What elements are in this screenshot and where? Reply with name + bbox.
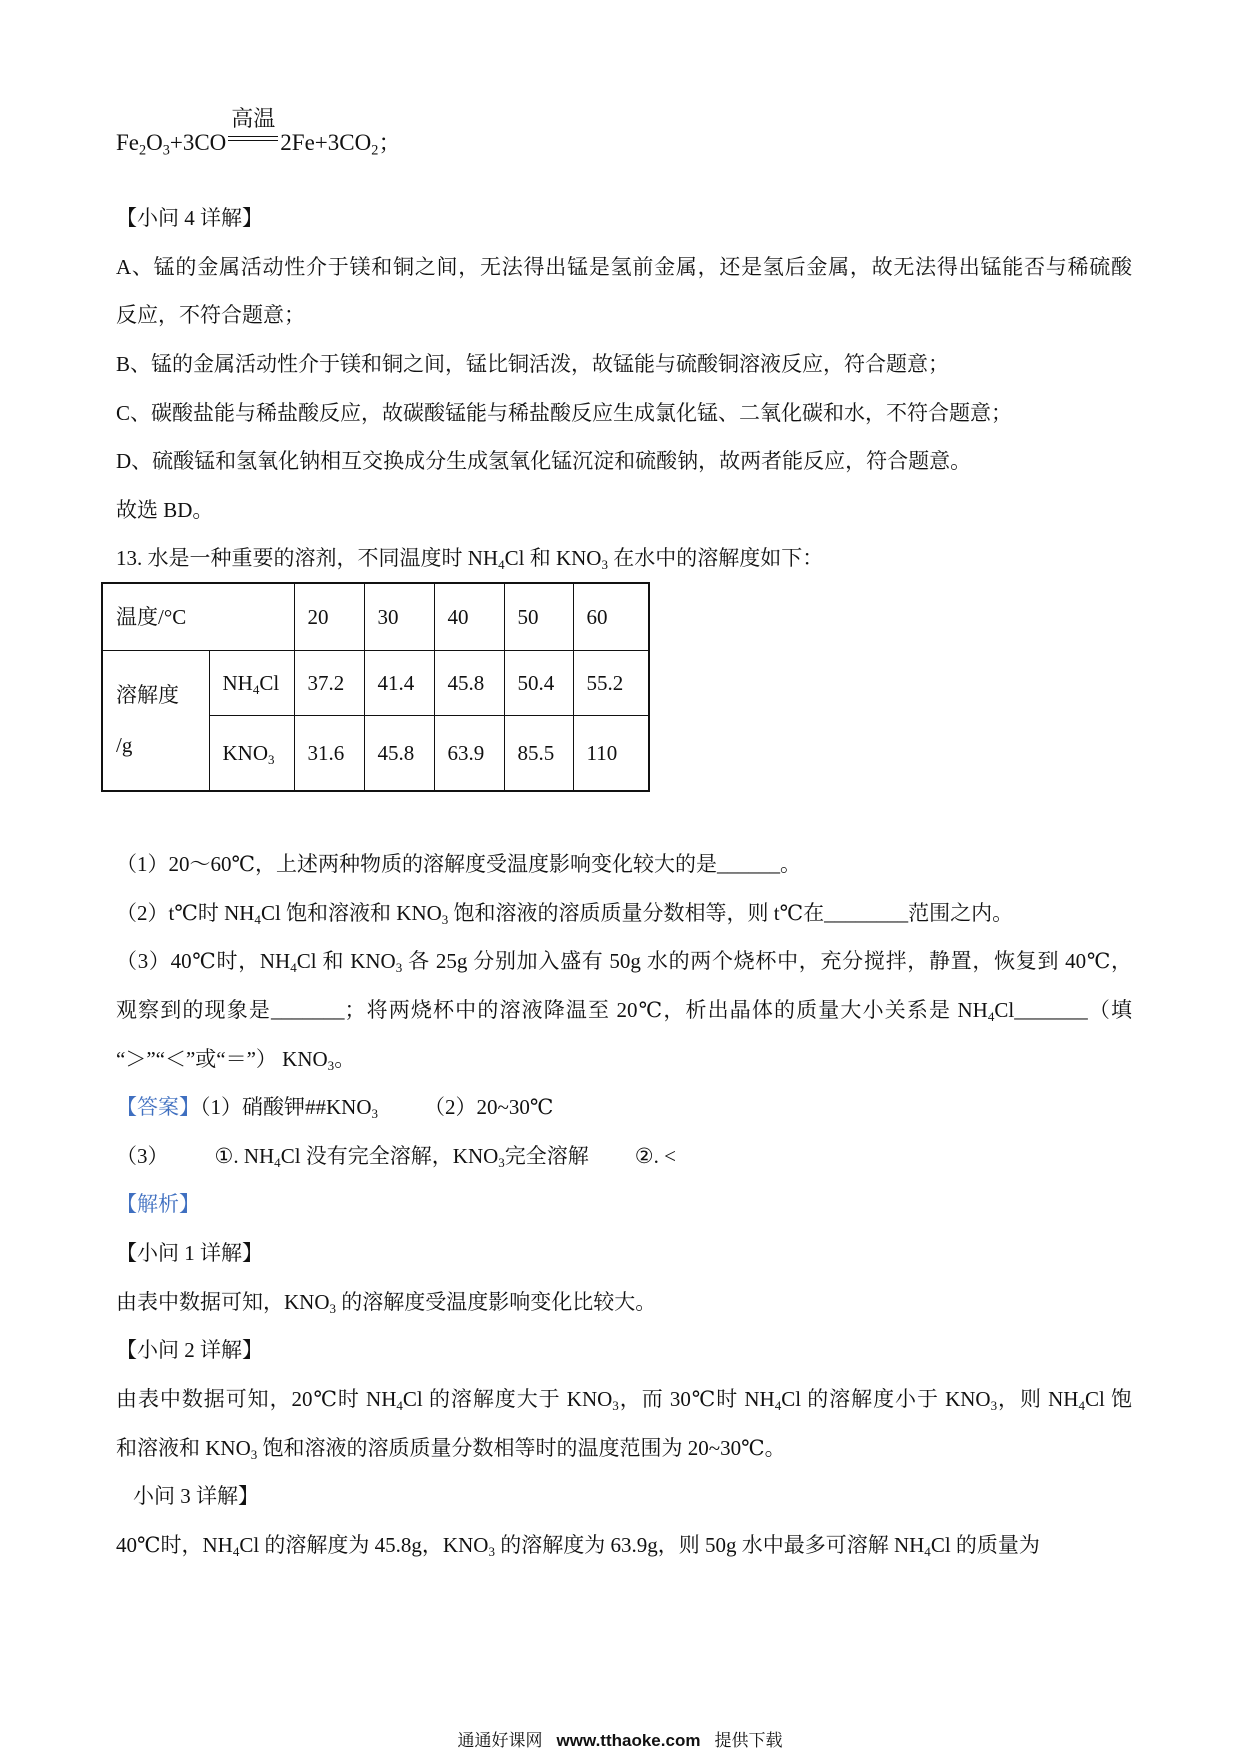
text-run: ，则 NH xyxy=(997,1387,1079,1412)
chemical-equation xyxy=(116,106,402,159)
text-run: Cl 饱 xyxy=(1084,1387,1133,1412)
text-run: 2Fe+3CO xyxy=(280,130,372,155)
temperature-cell: 30 xyxy=(364,583,434,650)
final-choice xyxy=(116,486,1132,535)
subscript: 4 xyxy=(232,1544,240,1560)
text-run: 和溶液和 KNO xyxy=(116,1435,251,1460)
temperature-header: 温度/°C xyxy=(102,583,294,650)
subscript: 4 xyxy=(1078,1398,1085,1414)
highlight-label: 【解析】 xyxy=(116,1192,200,1217)
equation-reactants xyxy=(116,130,227,159)
text-run: 【小问 2 详解】 xyxy=(116,1338,263,1363)
option-d-explanation xyxy=(116,437,1132,486)
text-run: Cl 没有完全溶解，KNO xyxy=(280,1143,499,1168)
solubility-value-cell: 55.2 xyxy=(573,650,649,715)
text-run: 【小问 1 详解】 xyxy=(116,1241,263,1266)
text-run: ②. < xyxy=(634,1143,676,1168)
sub2-detail-text xyxy=(116,1375,1132,1424)
text-run: （3） xyxy=(116,1143,169,1168)
sub-question-2 xyxy=(116,889,1132,938)
text-run: D、硫酸锰和氢氧化钠相互交换成分生成氢氧化锰沉淀和硫酸钠，故两者能反应，符合题意。 xyxy=(116,449,972,474)
condition-label: 高温 xyxy=(231,106,276,131)
subscript: 3 xyxy=(488,1544,495,1560)
substance-cell xyxy=(209,715,294,791)
text-run: 由表中数据可知，20℃时 NH xyxy=(116,1387,397,1412)
temperature-cell: 60 xyxy=(573,583,649,650)
answer-label xyxy=(116,1095,200,1119)
text-run: KNO xyxy=(222,740,268,765)
text-run: O xyxy=(146,130,163,155)
answer-part-2 xyxy=(424,1095,553,1119)
footer-suffix: 提供下载 xyxy=(714,1731,783,1750)
subscript: 3 xyxy=(498,1155,505,1170)
double-line-sign xyxy=(228,136,278,141)
text-run: Cl 的溶解度大于 KNO xyxy=(402,1387,613,1412)
solubility-value-cell: 45.8 xyxy=(364,715,434,791)
subscript: 3 xyxy=(268,751,275,767)
analysis-label xyxy=(116,1180,1132,1229)
footer-site-name: 通通好课网 xyxy=(457,1731,543,1750)
sub3-detail-text xyxy=(116,1521,1132,1570)
text-run: （3）40℃时，NH xyxy=(116,949,291,974)
text-run: 在水中的溶解度如下： xyxy=(607,546,824,571)
text-run: Cl 的溶解度小于 KNO xyxy=(781,1387,991,1412)
highlight-label: 【答案】 xyxy=(116,1095,200,1120)
option-c-explanation xyxy=(116,389,1132,438)
text-run: 反应，不符合题意； xyxy=(116,303,305,328)
solubility-value-cell: 110 xyxy=(573,715,649,791)
solubility-label: 溶解度 xyxy=(116,683,179,708)
subscript: 4 xyxy=(498,557,505,573)
solubility-value-cell: 45.8 xyxy=(434,650,504,715)
text-run: “＞”“＜”或“＝”） KNO xyxy=(116,1046,328,1071)
subscript: 3 xyxy=(162,142,170,159)
text-run: Cl 和 KNO xyxy=(296,949,396,974)
subscript: 2 xyxy=(371,142,379,159)
subscript: 4 xyxy=(924,1544,931,1560)
text-run: 。 xyxy=(334,1046,356,1071)
text-run: 【小问 4 详解】 xyxy=(116,206,263,230)
q4-explanation-section xyxy=(116,194,1132,583)
subscript: 3 xyxy=(327,1057,335,1073)
text-run: Fe xyxy=(116,130,139,155)
answer-part-3-label xyxy=(116,1144,169,1168)
subscript: 3 xyxy=(371,1106,379,1122)
text-run: B、锰的金属活动性介于镁和铜之间，锰比铜活泼，故锰能与硫酸铜溶液反应，符合题意； xyxy=(116,351,950,376)
subscript: 4 xyxy=(252,681,260,697)
text-run: ，而 30℃时 NH xyxy=(618,1387,775,1412)
text-run: Cl xyxy=(259,670,280,695)
text-run: 由表中数据可知，KNO xyxy=(116,1289,330,1314)
text-run: （1）硝酸钾##KNO xyxy=(200,1095,372,1120)
footer-url: www.tthaoke.com xyxy=(556,1731,701,1750)
text-run: ； xyxy=(378,130,402,155)
text-run: +3CO xyxy=(169,130,227,155)
text-run: 饱和溶液的溶质质量分数相等时的温度范围为 20~30℃。 xyxy=(257,1435,786,1460)
sub2-detail-text-cont xyxy=(116,1424,1132,1473)
answer-line-1 xyxy=(116,1083,1132,1132)
equation-products xyxy=(280,130,402,159)
subscript: 4 xyxy=(396,1398,403,1414)
sub3-detail-heading xyxy=(116,1472,1132,1521)
text-run: 饱和溶液的溶质质量分数相等，则 t℃在________范围之内。 xyxy=(448,900,1014,925)
sub-question-3-cont xyxy=(116,986,1132,1035)
subscript: 3 xyxy=(601,557,608,573)
text-run: NH xyxy=(222,670,253,695)
subscript: 3 xyxy=(441,911,449,927)
subscript: 4 xyxy=(774,1398,782,1414)
subscript: 3 xyxy=(250,1446,258,1462)
subscript: 3 xyxy=(990,1398,998,1414)
answer-part-3-item-1 xyxy=(215,1144,589,1168)
solubility-value-cell: 41.4 xyxy=(364,650,434,715)
table-header-row xyxy=(102,583,649,650)
text-run: Cl 和 KNO xyxy=(504,546,602,571)
solubility-unit: /g xyxy=(116,733,133,758)
q13-questions-and-solution xyxy=(116,840,1132,1570)
subscript: 4 xyxy=(254,911,261,927)
answer-line-2 xyxy=(116,1132,1132,1181)
subscript: 3 xyxy=(329,1300,337,1316)
text-run: （1）20～60℃，上述两种物质的溶解度受温度影响变化较大的是______。 xyxy=(116,852,801,876)
sub-question-1 xyxy=(116,840,1132,889)
text-run: 小问 3 详解】 xyxy=(133,1484,259,1509)
sub1-detail-heading xyxy=(116,1229,1132,1278)
table-row xyxy=(102,650,649,715)
temperature-cell: 20 xyxy=(294,583,364,650)
text-run: 故选 BD。 xyxy=(116,497,214,522)
temperature-cell: 50 xyxy=(504,583,573,650)
q4-detail-heading xyxy=(116,194,1132,243)
subscript: 3 xyxy=(612,1398,619,1414)
subscript: 4 xyxy=(987,1009,995,1025)
option-b-explanation xyxy=(116,340,1132,389)
solubility-table xyxy=(101,582,650,792)
question-13-stem xyxy=(116,534,1132,583)
text-run: Cl 饱和溶液和 KNO xyxy=(260,900,442,925)
subscript: 4 xyxy=(290,960,297,976)
subscript: 3 xyxy=(395,960,403,976)
text-run: ①. NH xyxy=(214,1143,275,1168)
sub1-detail-text xyxy=(116,1278,1132,1327)
temperature-cell: 40 xyxy=(434,583,504,650)
solubility-value-cell: 85.5 xyxy=(504,715,573,791)
text-run: Cl 的溶解度为 45.8g，KNO xyxy=(239,1532,489,1557)
solubility-value-cell: 50.4 xyxy=(504,650,573,715)
text-run: 13. 水是一种重要的溶剂，不同温度时 NH xyxy=(116,546,499,571)
text-run: A、锰的金属活动性介于镁和铜之间，无法得出锰是氢前金属，还是氢后金属，故无法得出锰能否与稀硫酸 xyxy=(116,254,1132,279)
solubility-header xyxy=(102,650,209,791)
sub-question-3-cont xyxy=(116,1035,1132,1084)
answer-part-1 xyxy=(200,1095,379,1122)
text-run: （2）20~30℃ xyxy=(424,1095,554,1120)
reaction-condition xyxy=(228,106,278,158)
answer-part-3-item-2 xyxy=(635,1144,676,1168)
text-run: 完全溶解 xyxy=(504,1143,589,1168)
text-run: Cl 的质量为 xyxy=(930,1532,1040,1557)
solubility-value-cell: 37.2 xyxy=(294,650,364,715)
text-run: 各 25g 分别加入盛有 50g 水的两个烧杯中，充分搅拌，静置，恢复到 40℃， xyxy=(402,949,1133,974)
solubility-value-cell: 31.6 xyxy=(294,715,364,791)
text-run: 观察到的现象是_______；将两烧杯中的溶液降温至 20℃，析出晶体的质量大小关系是 NH xyxy=(116,997,988,1022)
solubility-value-cell: 63.9 xyxy=(434,715,504,791)
option-a-explanation xyxy=(116,243,1132,292)
page-footer xyxy=(0,1731,1240,1751)
text-run: C、碳酸盐能与稀盐酸反应，故碳酸锰能与稀盐酸反应生成氯化锰、二氧化碳和水，不符合题意； xyxy=(116,400,1013,425)
subscript: 2 xyxy=(139,142,147,159)
text-run: Cl_______（填 xyxy=(994,997,1132,1022)
text-run: （2）t℃时 NH xyxy=(116,900,255,925)
subscript: 4 xyxy=(274,1155,281,1170)
sub-question-3 xyxy=(116,937,1132,986)
substance-cell xyxy=(209,650,294,715)
text-run: 40℃时，NH xyxy=(116,1532,233,1557)
text-run: 的溶解度为 63.9g，则 50g 水中最多可溶解 NH xyxy=(494,1532,925,1557)
sub2-detail-heading xyxy=(116,1326,1132,1375)
text-run: 的溶解度受温度影响变化比较大。 xyxy=(336,1289,657,1314)
option-a-explanation-cont xyxy=(116,291,1132,340)
